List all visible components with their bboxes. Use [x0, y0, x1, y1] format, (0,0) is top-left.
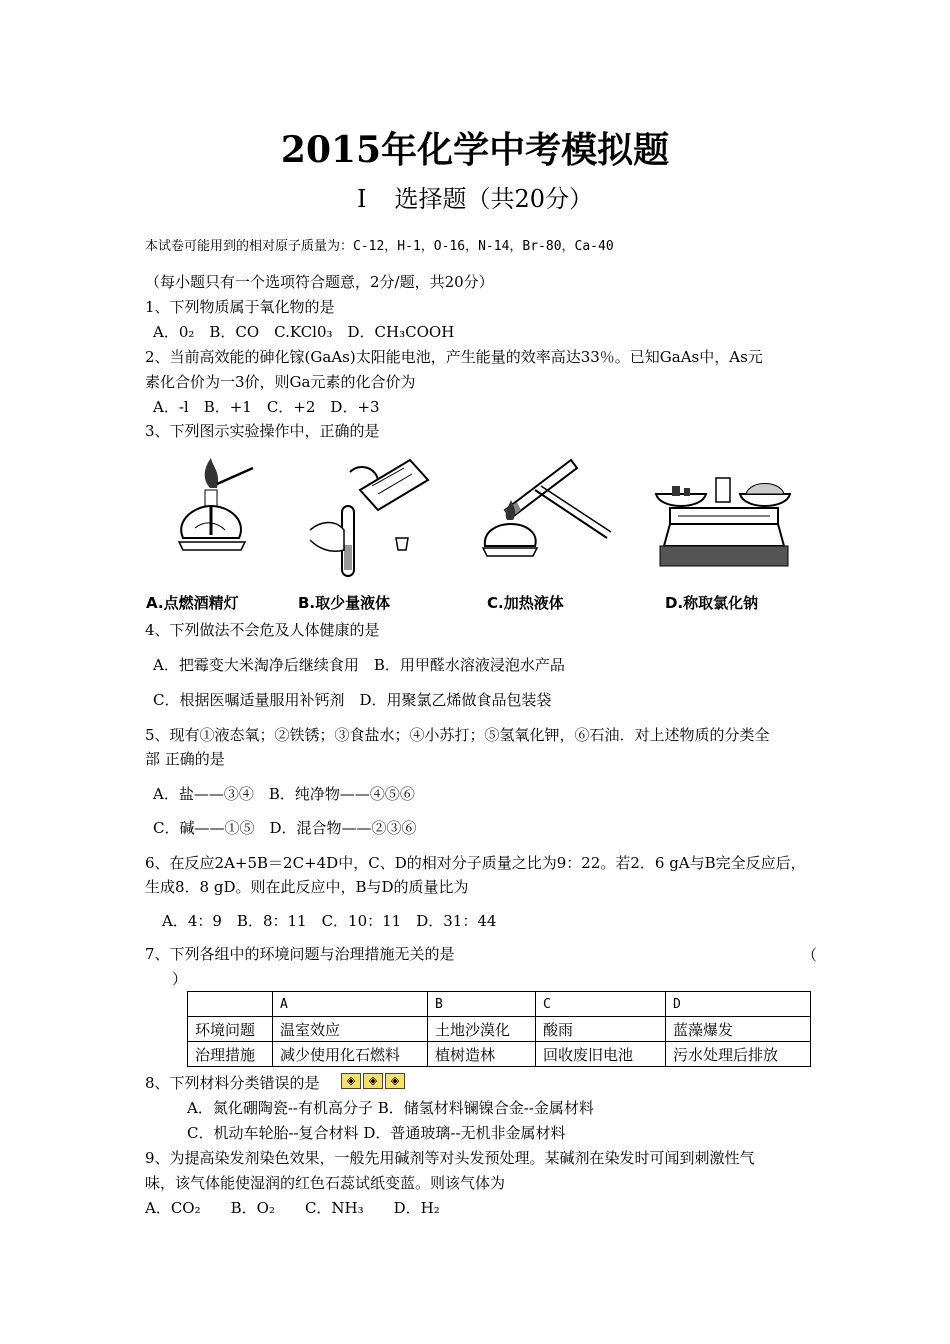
q7-answer-paren-close: ） — [172, 970, 188, 988]
table-row — [188, 1017, 811, 1042]
tag-icon: ◈ — [385, 1073, 405, 1089]
q1-stem: 1、下列物质属于氧化物的是 — [145, 298, 335, 316]
table-header-row — [188, 992, 811, 1017]
figure-caption-d: D.称取氯化钠 — [665, 594, 759, 612]
q8-inline-icons — [341, 1073, 405, 1089]
table-header-cell: C — [536, 992, 666, 1017]
q2-stem-2: 素化合价为一3价，则Ga元素的化合价为 — [145, 373, 416, 391]
q5-stem-1: 5、现有①液态氧；②铁锈；③食盐水；④小苏打；⑤氢氧化钾，⑥石油．对上述物质的分类全 — [145, 726, 770, 744]
q9-stem-1: 9、为提高染发剂染色效果，一般先用碱剂等对头发预处理。某碱剂在染发时可闻到刺激性气 — [145, 1149, 755, 1167]
table-header-cell: B — [428, 992, 536, 1017]
q6-stem-1: 6、在反应2A+5B＝2C+4D中，C、D的相对分子质量之比为9：22。若2．6 gA与B完全反应后， — [145, 854, 806, 872]
q4-options-cd: C．根据医嘱适量服用补钙剂 D．用聚氯乙烯做食品包装袋 — [153, 691, 552, 709]
q8-options-cd: C．机动车轮胎--复合材料 D．普通玻璃--无机非金属材料 — [187, 1124, 566, 1142]
figure-caption-b: B.取少量液体 — [298, 594, 391, 612]
table-header-cell: A — [273, 992, 428, 1017]
table-cell: 酸雨 — [536, 1017, 666, 1042]
tag-icon: ◈ — [341, 1073, 361, 1089]
figure-caption-c: C.加热液体 — [487, 594, 564, 612]
table-row — [188, 1042, 811, 1067]
table-cell: 土地沙漠化 — [428, 1017, 536, 1042]
q1-options: A．0₂ B．CO C.KCl0₃ D．CH₃COOH — [153, 323, 455, 341]
q4-stem: 4、下列做法不会危及人体健康的是 — [145, 621, 380, 639]
q7-table — [187, 991, 811, 1067]
q6-stem-2: 生成8．8 gD。则在此反应中，B与D的质量比为 — [145, 878, 469, 896]
pour-liquid-figure — [300, 450, 435, 580]
tag-icon: ◈ — [363, 1073, 383, 1089]
q5-options-ab: A．盐——③④ B．纯净物——④⑤⑥ — [153, 785, 415, 803]
table-cell: 温室效应 — [273, 1017, 428, 1042]
q5-options-cd: C．碱——①⑤ D．混合物——②③⑥ — [153, 819, 417, 837]
q5-stem-2: 部 正确的是 — [145, 750, 225, 768]
table-cell: 环境问题 — [188, 1017, 273, 1042]
section-text: 选择题（共20分） — [394, 185, 594, 213]
table-header-cell: D — [666, 992, 811, 1017]
instruction-note: （每小题只有一个选项符合题意，2分/题，共20分） — [145, 273, 494, 291]
section-roman: Ⅰ — [356, 185, 367, 213]
q3-stem: 3、下列图示实验操作中，正确的是 — [145, 422, 380, 440]
q8-stem: 8、下列材料分类错误的是 — [145, 1074, 320, 1092]
table-header-cell — [188, 992, 273, 1017]
table-cell: 减少使用化石燃料 — [273, 1042, 428, 1067]
table-cell: 治理措施 — [188, 1042, 273, 1067]
q2-options: A．-l B．+1 C．+2 D．+3 — [153, 398, 380, 416]
intro-line: 本试卷可能用到的相对原子质量为：C-12，H-1，O-16，N-14，Br-80，Ca-40 — [145, 239, 614, 254]
q7-stem: 7、下列各组中的环境问题与治理措施无关的是 — [145, 945, 455, 963]
table-cell: 回收废旧电池 — [536, 1042, 666, 1067]
heat-liquid-figure — [475, 450, 615, 580]
q2-stem-1: 2、当前高效能的砷化镓(GaAs)太阳能电池，产生能量的效率高达33％。已知GaAs中，As元 — [145, 348, 763, 366]
q9-options: A．CO₂ B．O₂ C．NH₃ D．H₂ — [145, 1199, 440, 1217]
table-cell: 植树造林 — [428, 1042, 536, 1067]
section-heading — [0, 183, 950, 215]
figure-caption-a: A.点燃酒精灯 — [146, 594, 239, 612]
q6-options: A．4：9 B．8：11 C．10：11 D．31：44 — [162, 912, 497, 930]
q9-stem-2: 味，该气体能使湿润的红色石蕊试纸变蓝。则该气体为 — [145, 1174, 506, 1192]
page-title: 2015年化学中考模拟题 — [280, 129, 670, 171]
q7-answer-paren-open: （ — [802, 946, 818, 964]
alcohol-lamp-figure — [165, 450, 265, 580]
table-cell: 污水处理后排放 — [666, 1042, 811, 1067]
q4-options-ab: A．把霉变大米淘净后继续食用 B．用甲醛水溶液浸泡水产品 — [153, 656, 565, 674]
table-cell: 蓝藻爆发 — [666, 1017, 811, 1042]
balance-figure — [650, 450, 800, 580]
q8-options-ab: A．氮化硼陶瓷--有机高分子 B．储氢材料镧镍合金--金属材料 — [187, 1099, 594, 1117]
